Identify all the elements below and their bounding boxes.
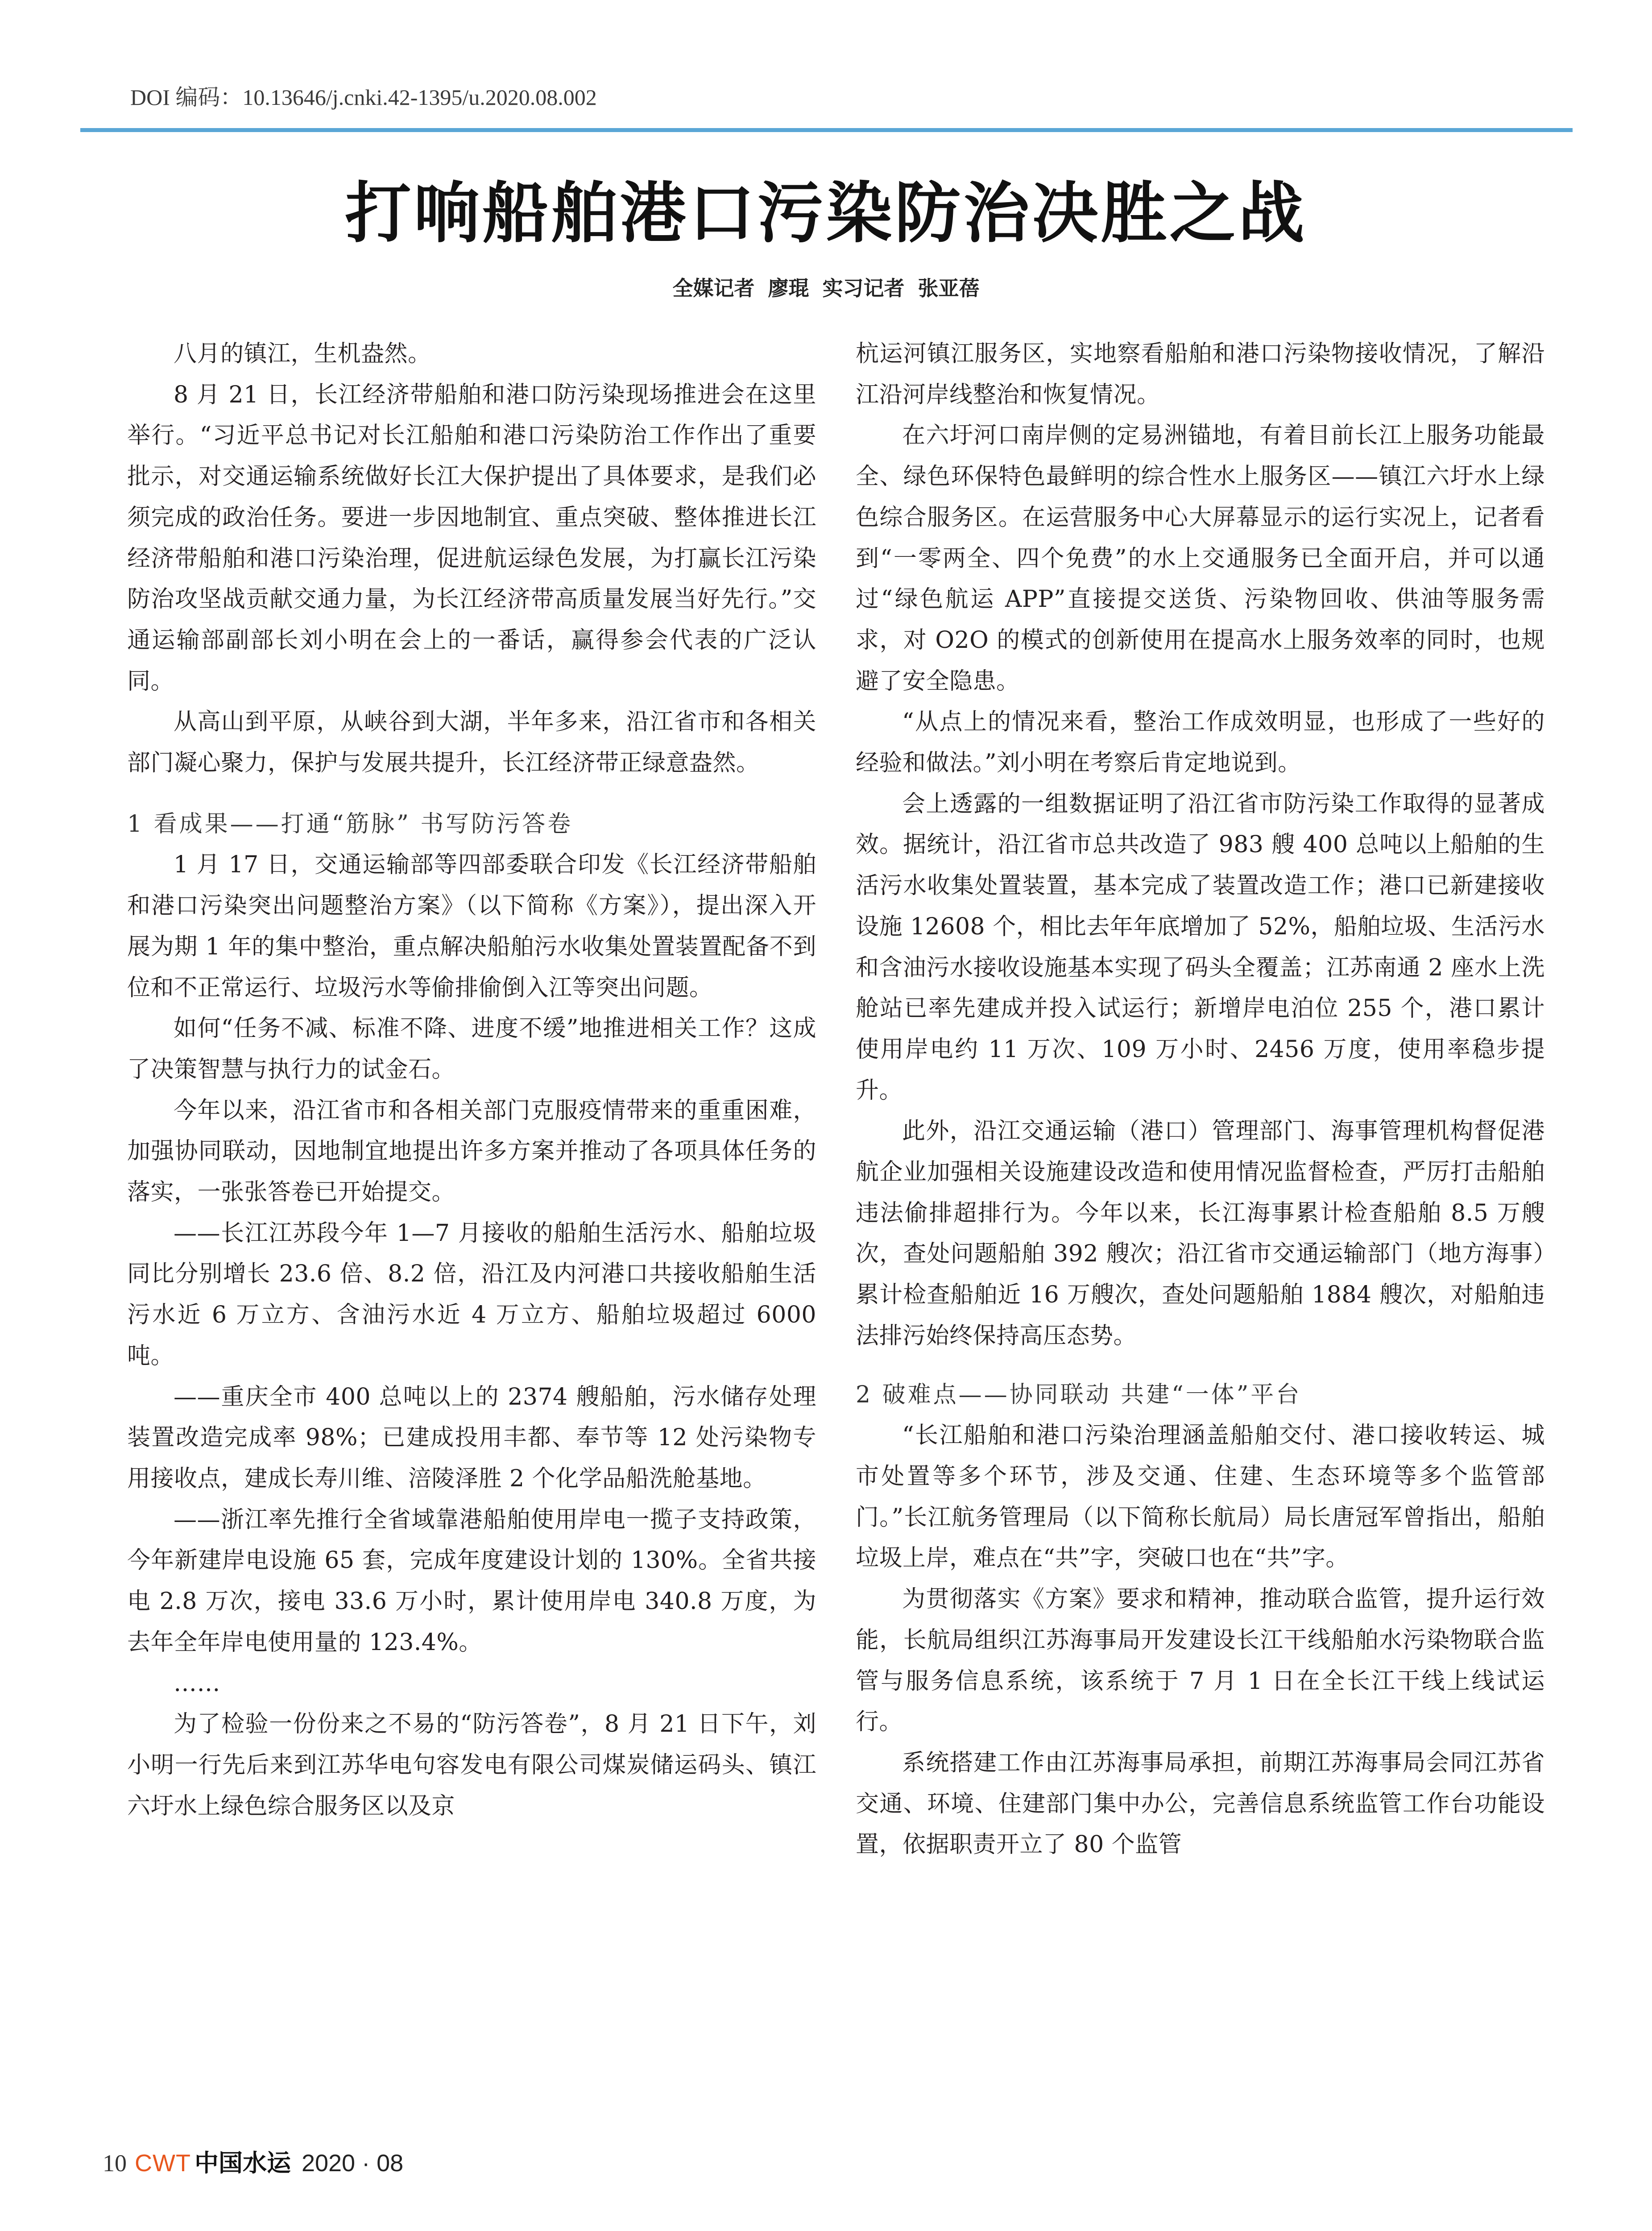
magazine-name: 中国水运 — [194, 2148, 291, 2177]
paragraph-continued: 杭运河镇江服务区，实地察看船舶和港口污染物接收情况，了解沿江沿河岸线整治和恢复情况。 — [856, 340, 1545, 408]
paragraph: ——长江江苏段今年 1—7 月接收的船舶生活污水、船舶垃圾同比分别增长 23.6 倍、8.2 倍，沿江及内河港口共接收船舶生活污水近 6 万立方、含油污水近 4 万立方、船舶垃圾超过 6000 吨。 — [127, 1219, 816, 1369]
section-heading-2: 2 破难点——协同联动 共建“一体”平台 — [856, 1381, 1302, 1408]
paragraph: 如何“任务不减、标准不降、进度不缓”地推进相关工作？这成了决策智慧与执行力的试金石。 — [127, 1015, 816, 1083]
paragraph: ——浙江率先推行全省域靠港船舶使用岸电一揽子支持政策，今年新建岸电设施 65 套，完成年度建设计划的 130%。全省共接电 2.8 万次，接电 33.6 万小时，累计使用岸电 340.8 万度，为去年全年岸电使用量的 123.4%。 — [127, 1506, 816, 1656]
magazine-logo: CWT — [135, 2150, 191, 2177]
header-divider — [80, 128, 1573, 132]
paragraph: 此外，沿江交通运输（港口）管理部门、海事管理机构督促港航企业加强相关设施建设改造和使用情况监督检查，严厉打击船舶违法偷排超排行为。今年以来，长江海事累计检查船舶 8.5 万艘次，查处问题船舶 392 艘次；沿江省市交通运输部门（地方海事）累计检查船舶近 16 万艘次，查处问题船舶 1884 艘次，对船舶违法排污始终保持高压态势。 — [856, 1118, 1545, 1349]
article-byline: 全媒记者 廖琨 实习记者 张亚蓓 — [672, 276, 980, 300]
page-number: 10 — [103, 2150, 127, 2177]
paragraph: 为了检验一份份来之不易的“防污答卷”，8 月 21 日下午，刘小明一行先后来到江苏华电句容发电有限公司煤炭储运码头、镇江六圩水上绿色综合服务区以及京 — [127, 1711, 816, 1820]
paragraph: 为贯彻落实《方案》要求和精神，推动联合监管，提升运行效能，长航局组织江苏海事局开发建设长江干线船舶水污染物联合监管与服务信息系统，该系统于 7 月 1 日在全长江干线上线试运行。 — [856, 1586, 1545, 1736]
section-spacer — [856, 1357, 1545, 1375]
page-footer — [103, 2144, 403, 2180]
issue-date: 2020 · 08 — [301, 2150, 404, 2177]
paragraph: 八月的镇江，生机盎然。 — [174, 340, 431, 367]
right-column — [856, 334, 1545, 1866]
paragraph: 今年以来，沿江省市和各相关部门克服疫情带来的重重困难，加强协同联动，因地制宜地提出许多方案并推动了各项具体任务的落实，一张张答卷已开始提交。 — [127, 1097, 816, 1206]
paragraph: 会上透露的一组数据证明了沿江省市防污染工作取得的显著成效。据统计，沿江省市总共改造了 983 艘 400 总吨以上船舶的生活污水收集处置装置，基本完成了装置改造工作；港口已新建接收设施 12608 个，相比去年年底增加了 52%，船舶垃圾、生活污水和含油污水接收设施基本实现了码头全覆盖；江苏南通 2 座水上洗舱站已率先建成并投入试运行；新增岸电泊位 255 个，港口累计使用岸电约 11 万次、109 万小时、2456 万度，使用率稳步提升。 — [856, 790, 1545, 1104]
paragraph: 1 月 17 日，交通运输部等四部委联合印发《长江经济带船舶和港口污染突出问题整治方案》（以下简称《方案》），提出深入开展为期 1 年的集中整治，重点解决船舶污水收集处置装置配备不到位和不正常运行、垃圾污水等偷排偷倒入江等突出问题。 — [127, 851, 816, 1001]
article-title: 打响船舶港口污染防治决胜之战 — [345, 175, 1307, 252]
paragraph: 从高山到平原，从峡谷到大湖，半年多来，沿江省市和各相关部门凝心聚力，保护与发展共提升，长江经济带正绿意盎然。 — [127, 709, 816, 777]
section-spacer — [127, 784, 816, 804]
paragraph: 在六圩河口南岸侧的定易洲锚地，有着目前长江上服务功能最全、绿色环保特色最鲜明的综合性水上服务区——镇江六圩水上绿色综合服务区。在运营服务中心大屏幕显示的运行实况上，记者看到“一零两全、四个免费”的水上交通服务已全面开启，并可以通过“绿色航运 APP”直接提交送货、污染物回收、供油等服务需求，对 O2O 的模式的创新使用在提高水上服务效率的同时，也规避了安全隐患。 — [856, 422, 1545, 695]
paragraph: “从点上的情况来看，整治工作成效明显，也形成了一些好的经验和做法。”刘小明在考察后肯定地说到。 — [856, 709, 1545, 777]
paragraph: 8 月 21 日，长江经济带船舶和港口防污染现场推进会在这里举行。“习近平总书记对长江船舶和港口污染防治工作作出了重要批示，对交通运输系统做好长江大保护提出了具体要求，是我们必须完成的政治任务。要进一步因地制宜、重点突破、整体推进长江经济带船舶和港口污染治理，促进航运绿色发展，为打赢长江污染防治攻坚战贡献交通力量，为长江经济带高质量发展当好先行。”交通运输部副部长刘小明在会上的一番话，赢得参会代表的广泛认同。 — [127, 381, 816, 695]
left-column — [127, 334, 816, 1827]
section-heading-1: 1 看成果——打通“筋脉” 书写防污答卷 — [127, 810, 573, 838]
doi-code: DOI 编码：10.13646/j.cnki.42-1395/u.2020.08.002 — [130, 85, 597, 110]
ellipsis: …… — [174, 1670, 220, 1697]
paragraph: ——重庆全市 400 总吨以上的 2374 艘船舶，污水储存处理装置改造完成率 98%；已建成投用丰都、奉节等 12 处污染物专用接收点，建成长寿川维、涪陵泽胜 2 个化学品船洗舱基地。 — [127, 1383, 816, 1492]
paragraph: 系统搭建工作由江苏海事局承担，前期江苏海事局会同江苏省交通、环境、住建部门集中办公，完善信息系统监管工作台功能设置，依据职责开立了 80 个监管 — [856, 1749, 1545, 1858]
paragraph: “长江船舶和港口污染治理涵盖船舶交付、港口接收转运、城市处置等多个环节，涉及交通、住建、生态环境等多个监管部门。”长江航务管理局（以下简称长航局）局长唐冠军曾指出，船舶垃圾上岸，难点在“共”字，突破口也在“共”字。 — [856, 1422, 1545, 1572]
